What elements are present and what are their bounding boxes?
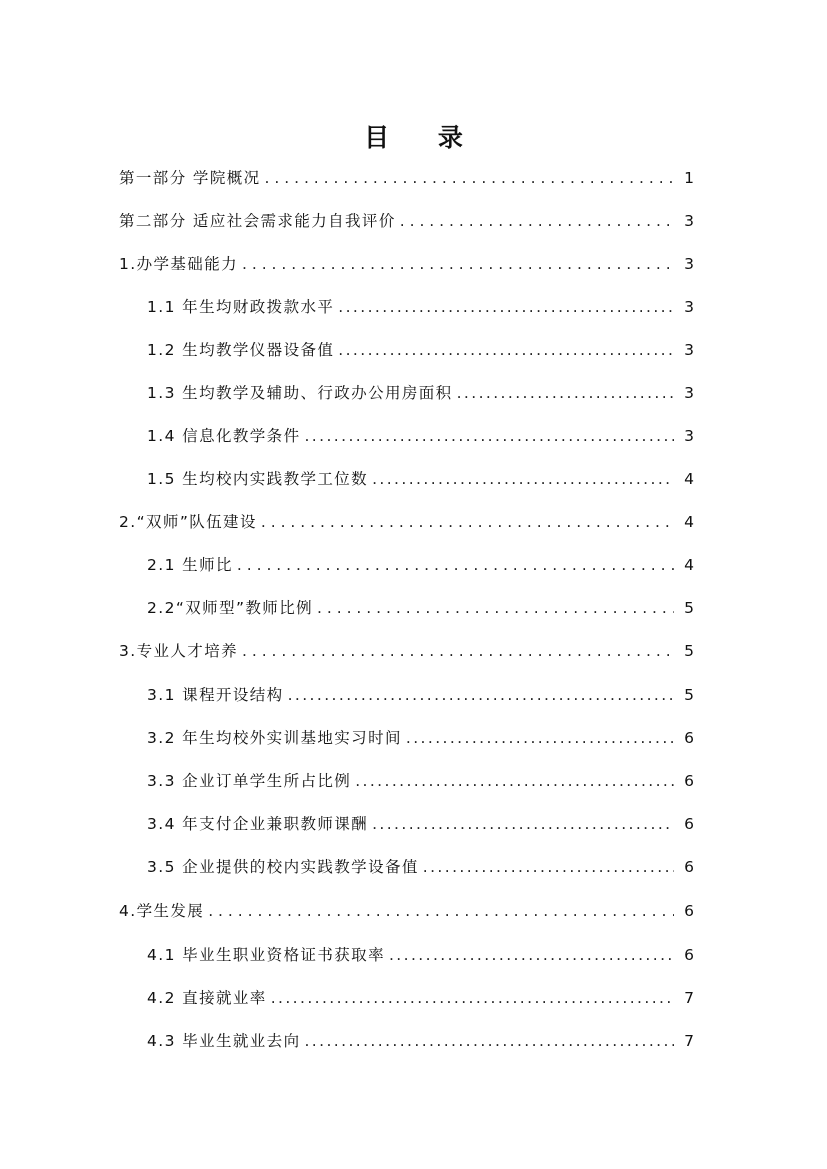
toc-entry-subsection-1-4[interactable] bbox=[147, 423, 694, 449]
toc-entry-text: 4.学生发展 bbox=[119, 902, 205, 920]
dot-leader bbox=[338, 294, 674, 320]
toc-entry-part-1[interactable] bbox=[119, 165, 694, 191]
toc-page-number: 6 bbox=[684, 902, 694, 920]
toc-page-number: 6 bbox=[684, 858, 694, 876]
toc-entry-text: 3.2 年生均校外实训基地实习时间 bbox=[147, 729, 402, 747]
toc-entry-section-3[interactable] bbox=[119, 638, 694, 664]
dot-leader bbox=[406, 725, 674, 751]
toc-entry-subsection-1-5[interactable] bbox=[147, 466, 694, 492]
toc-page-number: 3 bbox=[684, 298, 694, 316]
toc-entry-text: 4.2 直接就业率 bbox=[147, 989, 267, 1007]
toc-entry-section-2[interactable] bbox=[119, 509, 694, 535]
toc-page-number: 5 bbox=[684, 686, 694, 704]
dot-leader bbox=[288, 682, 674, 708]
toc-page-number: 7 bbox=[684, 989, 694, 1007]
dot-leader bbox=[304, 423, 674, 449]
toc-entry-text: 第二部分 适应社会需求能力自我评价 bbox=[119, 212, 396, 230]
dot-leader bbox=[457, 380, 674, 406]
toc-entry-subsection-2-2[interactable] bbox=[147, 595, 694, 621]
toc-page-number: 6 bbox=[684, 729, 694, 747]
toc-entry-text: 第一部分 学院概况 bbox=[119, 169, 261, 187]
dot-leader bbox=[389, 942, 674, 968]
toc-entry-subsection-4-1[interactable] bbox=[147, 942, 694, 968]
toc-page-number: 3 bbox=[684, 341, 694, 359]
toc-entry-section-4[interactable] bbox=[119, 898, 694, 924]
toc-entry-text: 1.2 生均教学仪器设备值 bbox=[147, 341, 335, 359]
toc-entry-text: 1.3 生均教学及辅助、行政办公用房面积 bbox=[147, 384, 453, 402]
toc-entry-text: 1.5 生均校内实践教学工位数 bbox=[147, 470, 369, 488]
dot-leader bbox=[261, 509, 674, 535]
toc-entry-subsection-1-2[interactable] bbox=[147, 337, 694, 363]
dot-leader bbox=[265, 165, 674, 191]
toc-entry-subsection-4-2[interactable] bbox=[147, 985, 694, 1011]
dot-leader bbox=[372, 811, 674, 837]
toc-entry-subsection-1-3[interactable] bbox=[147, 380, 694, 406]
toc-page-number: 3 bbox=[684, 384, 694, 402]
toc-page-number: 5 bbox=[684, 599, 694, 617]
dot-leader bbox=[372, 466, 674, 492]
toc-entry-subsection-3-5[interactable] bbox=[147, 854, 694, 880]
toc-entry-text: 3.专业人才培养 bbox=[119, 642, 238, 660]
toc-entry-text: 4.3 毕业生就业去向 bbox=[147, 1032, 301, 1050]
toc-entry-text: 3.3 企业订单学生所占比例 bbox=[147, 772, 352, 790]
dot-leader bbox=[317, 595, 674, 621]
toc-page-number: 4 bbox=[684, 470, 694, 488]
toc-entry-subsection-4-3[interactable] bbox=[147, 1028, 694, 1054]
dot-leader bbox=[242, 251, 674, 277]
toc-page-number: 1 bbox=[684, 169, 694, 187]
dot-leader bbox=[338, 337, 674, 363]
toc-entry-text: 1.办学基础能力 bbox=[119, 255, 238, 273]
toc-entry-text: 1.1 年生均财政拨款水平 bbox=[147, 298, 335, 316]
toc-entry-text: 2.2“双师型”教师比例 bbox=[147, 599, 314, 617]
toc-entry-section-1[interactable] bbox=[119, 251, 694, 277]
toc-entry-part-2[interactable] bbox=[119, 208, 694, 234]
toc-entry-text: 4.1 毕业生职业资格证书获取率 bbox=[147, 946, 385, 964]
toc-page-number: 6 bbox=[684, 772, 694, 790]
toc-entry-subsection-3-3[interactable] bbox=[147, 768, 694, 794]
toc-page-number: 3 bbox=[684, 427, 694, 445]
toc-entry-subsection-2-1[interactable] bbox=[147, 552, 694, 578]
dot-leader bbox=[423, 854, 674, 880]
toc-title: 目 录 bbox=[364, 123, 483, 152]
toc-entry-subsection-3-1[interactable] bbox=[147, 682, 694, 708]
dot-leader bbox=[237, 552, 674, 578]
toc-entry-subsection-3-2[interactable] bbox=[147, 725, 694, 751]
dot-leader bbox=[304, 1028, 674, 1054]
toc-entry-text: 1.4 信息化教学条件 bbox=[147, 427, 301, 445]
toc-entry-text: 3.1 课程开设结构 bbox=[147, 686, 284, 704]
dot-leader bbox=[271, 985, 674, 1011]
dot-leader bbox=[355, 768, 674, 794]
toc-page-number: 7 bbox=[684, 1032, 694, 1050]
toc-page-number: 4 bbox=[684, 513, 694, 531]
toc-page-number: 3 bbox=[684, 212, 694, 230]
toc-entry-subsection-3-4[interactable] bbox=[147, 811, 694, 837]
dot-leader bbox=[242, 638, 674, 664]
toc-page-number: 3 bbox=[684, 255, 694, 273]
toc-page-number: 6 bbox=[684, 815, 694, 833]
toc-entry-text: 3.4 年支付企业兼职教师课酬 bbox=[147, 815, 369, 833]
toc-page-number: 4 bbox=[684, 556, 694, 574]
toc-page-number: 6 bbox=[684, 946, 694, 964]
toc-entry-text: 2.1 生师比 bbox=[147, 556, 233, 574]
dot-leader bbox=[208, 898, 674, 924]
toc-page-number: 5 bbox=[684, 642, 694, 660]
toc-entry-subsection-1-1[interactable] bbox=[147, 294, 694, 320]
toc-entry-text: 2.“双师”队伍建设 bbox=[119, 513, 257, 531]
toc-entry-text: 3.5 企业提供的校内实践教学设备值 bbox=[147, 858, 419, 876]
dot-leader bbox=[400, 208, 674, 234]
